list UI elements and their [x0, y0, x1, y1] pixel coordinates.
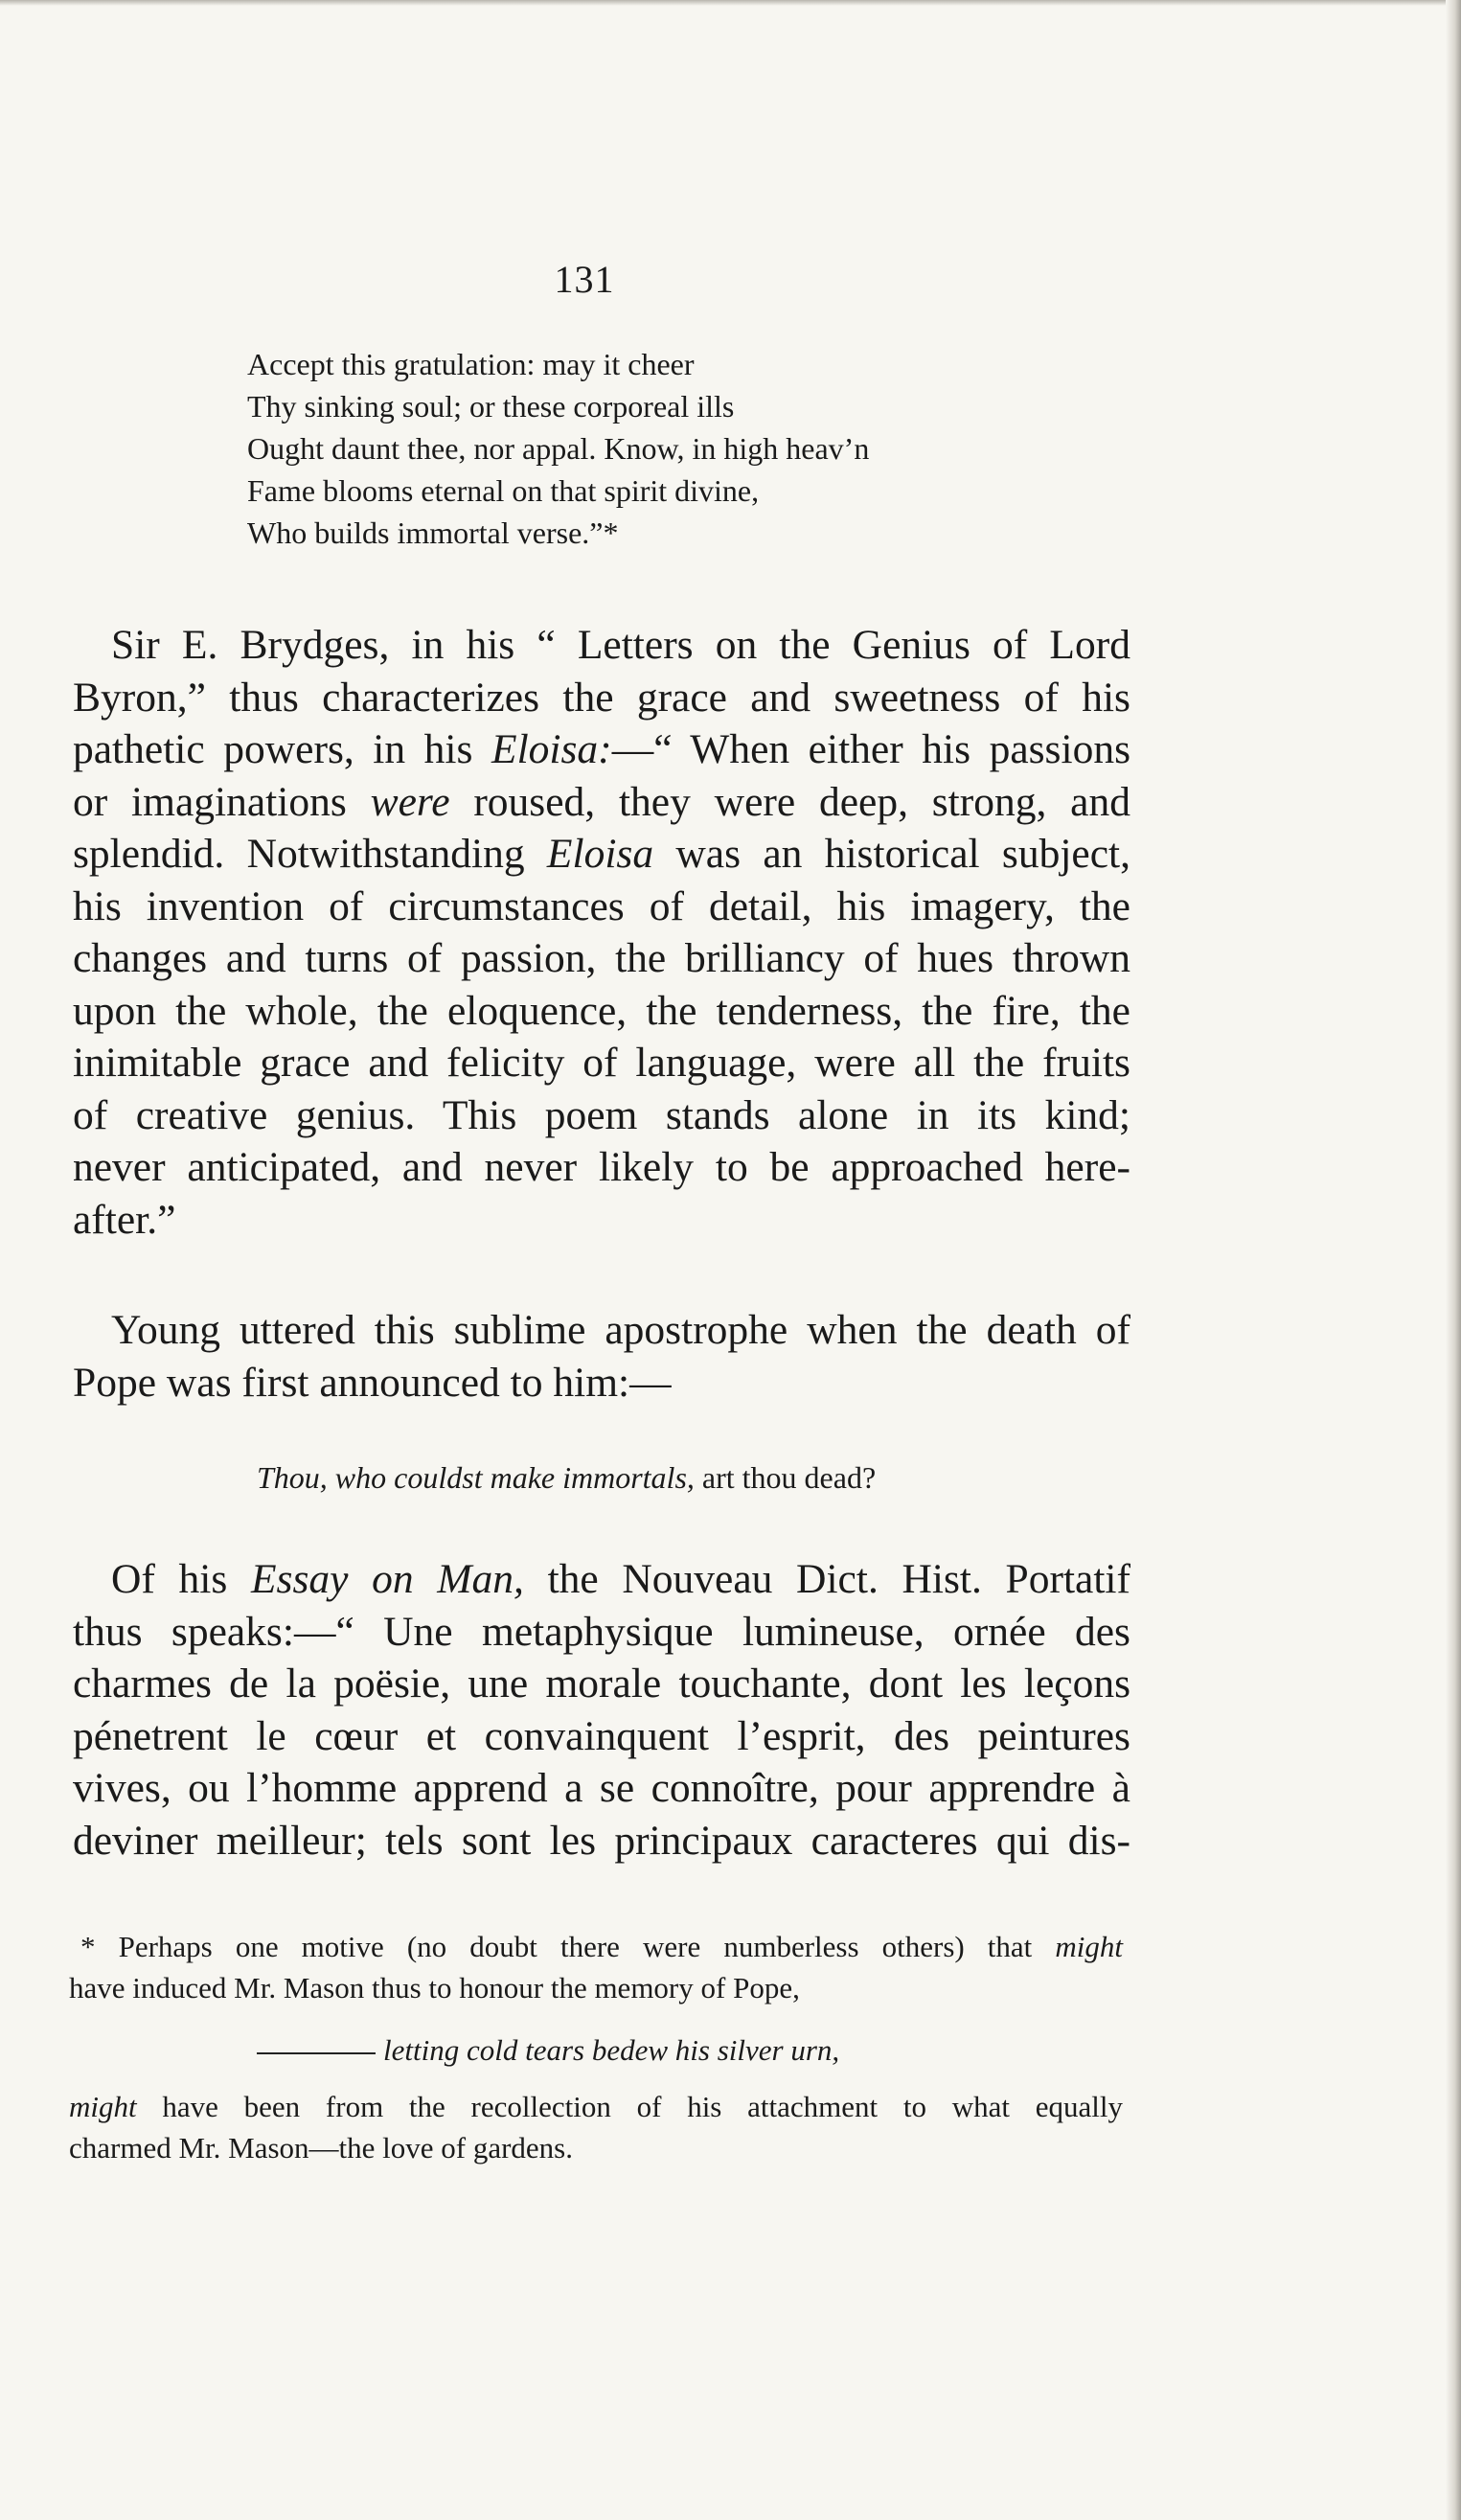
footnote-line: * Perhaps one motive (no doubt there were numberless others) that might [80, 1930, 1123, 1963]
text-line: splendid. Notwithstanding Eloisa was an historical subject, [73, 831, 1130, 877]
footnote-line: charmed Mr. Mason—the love of gardens. [69, 2131, 574, 2165]
text-line: Young uttered this sublime apostrophe when the death of [111, 1307, 1130, 1353]
text-line: thus speaks:—“ Une metaphysique lumineuse, ornée des [73, 1608, 1130, 1655]
footnote [69, 1926, 1123, 2008]
page-right-edge [1446, 0, 1461, 2520]
text-line: his invention of circumstances of detail, his imagery, the [73, 882, 1130, 929]
text-line: inimitable grace and felicity of language, were all the fruits [73, 1040, 1130, 1086]
text-line: upon the whole, the eloquence, the tenderness, the fire, the [73, 987, 1130, 1034]
verse-line: Accept this gratulation: may it cheer [247, 347, 695, 381]
italic-word: were [370, 778, 450, 825]
paragraph-young [73, 1304, 1130, 1409]
text-line: Byron,” thus characterizes the grace and sweetness of his [73, 674, 1130, 721]
quote-italic: Thou, who couldst make immortals, [257, 1460, 695, 1495]
text-line: pénetrent le cœur et convainquent l’esprit, des peintures [73, 1712, 1130, 1759]
page-top-edge [0, 0, 1461, 6]
verse-line: Thy sinking soul; or these corporeal ills [247, 389, 735, 424]
footnote-line: have induced Mr. Mason thus to honour the memory of Pope, [69, 1971, 800, 2005]
text-line: or imaginations were roused, they were deep, strong, and [73, 778, 1130, 825]
italic-word: might [69, 2090, 137, 2123]
italic-title: Eloisa: [491, 726, 612, 772]
italic-word: might [1055, 1930, 1123, 1963]
verse-line: Fame blooms eternal on that spirit divine, [247, 473, 760, 508]
text-line: charmes de la poësie, une morale touchante, dont les leçons [73, 1661, 1130, 1707]
text-line: changes and turns of passion, the brilliancy of hues thrown [73, 935, 1130, 981]
text-line: never anticipated, and never likely to be approached here- [73, 1144, 1130, 1190]
footnote-line: might have been from the recollection of his attachment to what equally [69, 2090, 1123, 2123]
italic-title: Essay on Man, [250, 1556, 524, 1602]
text-line: pathetic powers, in his Eloisa:—“ When either his passions [73, 726, 1130, 772]
paragraph-brydges [73, 619, 1130, 1246]
text-line: Of his Essay on Man, the Nouveau Dict. Hist. Portatif [111, 1556, 1130, 1602]
italic-title: Eloisa [546, 831, 654, 877]
text-line: deviner meilleur; tels sont les principaux caracteres qui dis- [73, 1817, 1130, 1864]
verse-line: Who builds immortal verse.”* [247, 515, 619, 550]
quote-roman: art thou dead? [694, 1460, 877, 1495]
young-quote [257, 1460, 876, 1496]
verse-line: Ought daunt thee, nor appal. Know, in high heav’n [247, 431, 870, 466]
text-line: Sir E. Brydges, in his “ Letters on the Genius of Lord [111, 622, 1130, 668]
paragraph-essay-on-man [73, 1553, 1130, 1867]
text-line: Pope was first announced to him:— [73, 1359, 672, 1406]
em-rule [257, 2052, 376, 2054]
footnote-quote: letting cold tears bedew his silver urn, [257, 2033, 839, 2068]
text-line: of creative genius. This poem stands alone in its kind; [73, 1091, 1130, 1138]
footnote-continued [69, 2086, 1123, 2168]
text-line: after.” [73, 1196, 176, 1243]
page-number: 131 [554, 258, 615, 301]
text-line: vives, ou l’homme apprend a se connoître, pour apprendre à [73, 1765, 1130, 1811]
verse-block [247, 343, 869, 554]
